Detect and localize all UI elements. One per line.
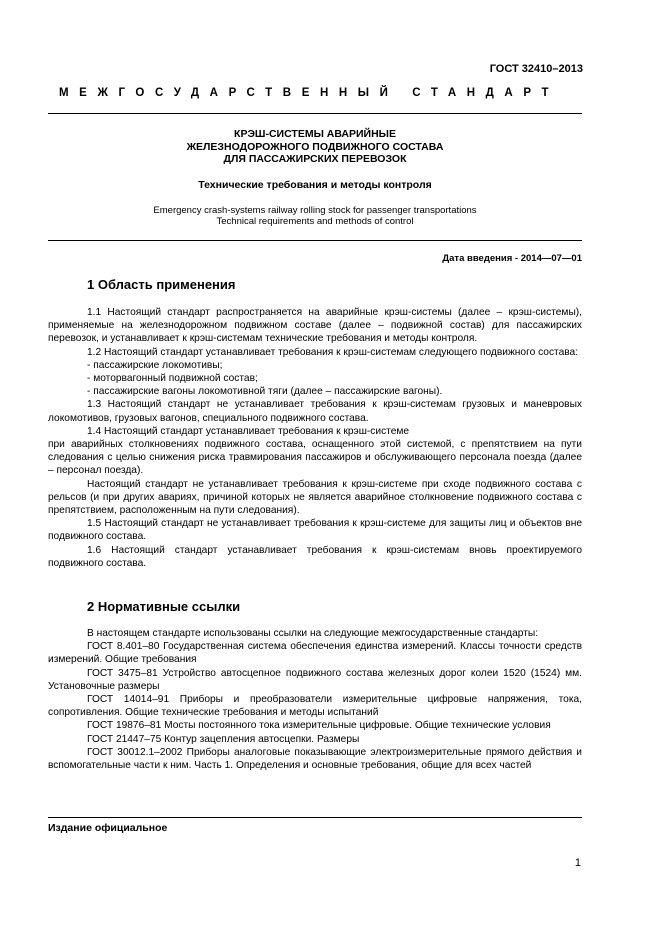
paragraph-1-4: 1.4 Настоящий стандарт устанавливает требования к крэш-системе bbox=[87, 425, 410, 437]
top-rule bbox=[48, 113, 582, 114]
reference-item: ГОСТ 14014–91 Приборы и преобразователи измерительные цифровые напряжения, тока, сопротивления. Общие технические требования и методы испытаний bbox=[48, 694, 582, 719]
section-2-heading: 2 Нормативные ссылки bbox=[87, 599, 241, 614]
document-code: ГОСТ 32410–2013 bbox=[489, 63, 583, 75]
reference-item: ГОСТ 3475–81 Устройство автосцепное подвижного состава железных дорог колеи 1520 (1524) мм. Установочные размеры bbox=[48, 667, 582, 692]
list-item: - моторвагонный подвижной состав; bbox=[87, 373, 258, 385]
english-title-line-2: Technical requirements and methods of control bbox=[216, 216, 414, 228]
english-title-line-1: Emergency crash-systems railway rolling stock for passenger transportations bbox=[153, 204, 477, 216]
reference-item: ГОСТ 21447–75 Контур зацепления автосцепки. Размеры bbox=[87, 733, 360, 745]
paragraph-1-1: 1.1 Настоящий стандарт распространяется на аварийные крэш-системы (далее – крэш-системы), применяемые на железнодорожном подвижном составе (далее – подвижной состав) для пассажирских перевозок, и устанавливает к крэш-системам технические требования и методы контроля. bbox=[48, 307, 582, 345]
middle-rule bbox=[48, 240, 582, 241]
paragraph-1-6: 1.6 Настоящий стандарт устанавливает требования к крэш-системам вновь проектируемого подвижного состава. bbox=[48, 544, 582, 569]
title-line-3: ДЛЯ ПАССАЖИРСКИХ ПЕРЕВОЗОК bbox=[223, 153, 407, 166]
introduction-date: Дата введения - 2014—07—01 bbox=[442, 253, 582, 264]
interstate-standard-label: МЕЖГОСУДАРСТВЕННЫЙ СТАНДАРТ bbox=[59, 87, 560, 99]
title-subtitle: Технические требования и методы контроля bbox=[198, 178, 432, 191]
paragraph-1-4-continued: при аварийных столкновениях подвижного состава, оснащенного этой системой, с препятствием на пути следования с целью снижения риска травмирования пассажиров и обслуживающего персонала поезда (далее – персонал поезда). bbox=[48, 439, 582, 477]
paragraph-1-2: 1.2 Настоящий стандарт устанавливает требования к крэш-системам следующего подвижного состава: bbox=[87, 346, 579, 358]
page-number: 1 bbox=[574, 857, 581, 869]
section-2-body bbox=[48, 627, 582, 772]
title-line-2: ЖЕЛЕЗНОДОРОЖНОГО ПОДВИЖНОГО СОСТАВА bbox=[186, 140, 444, 153]
title-block bbox=[48, 128, 582, 228]
references-intro: В настоящем стандарте использованы ссылки на следующие межгосударственные стандарты: bbox=[87, 628, 539, 639]
official-edition-label: Издание официальное bbox=[48, 822, 168, 834]
title-line-1: КРЭШ-СИСТЕМЫ АВАРИЙНЫЕ bbox=[234, 128, 396, 140]
section-1-body bbox=[48, 306, 582, 570]
paragraph-1-5: 1.5 Настоящий стандарт не устанавливает требования к крэш-системе для защиты лиц и объектов вне подвижного состава. bbox=[48, 518, 582, 543]
reference-item: ГОСТ 19876–81 Мосты постоянного тока измерительные цифровые. Общие технические условия bbox=[87, 720, 551, 732]
reference-item: ГОСТ 30012.1–2002 Приборы аналоговые показывающие электроизмерительные прямого действия и вспомогательные части к ним. Часть 1. Определения и основные требования, общие для всех частей bbox=[48, 746, 582, 772]
footer-rule bbox=[48, 817, 582, 818]
list-item: - пассажирские вагоны локомотивной тяги (далее – пассажирские вагоны). bbox=[87, 386, 443, 398]
english-title bbox=[48, 205, 582, 228]
paragraph-1-4-note: Настоящий стандарт не устанавливает требования к крэш-системе при сходе подвижного состава с рельсов (и при других авариях, причиной которых не является аварийное столкновение подвижного состава с препятствием, расположенным на пути следования). bbox=[48, 478, 582, 517]
section-1-heading: 1 Область применения bbox=[87, 277, 236, 292]
reference-item: ГОСТ 8.401–80 Государственная система обеспечения единства измерений. Классы точности средств измерений. Общие требования bbox=[48, 641, 582, 666]
list-item: - пассажирские локомотивы; bbox=[87, 359, 223, 371]
paragraph-1-3: 1.3 Настоящий стандарт не устанавливает требования к крэш-системам грузовых и маневровых локомотивов, грузовых вагонов, специального подвижного состава. bbox=[48, 399, 582, 424]
